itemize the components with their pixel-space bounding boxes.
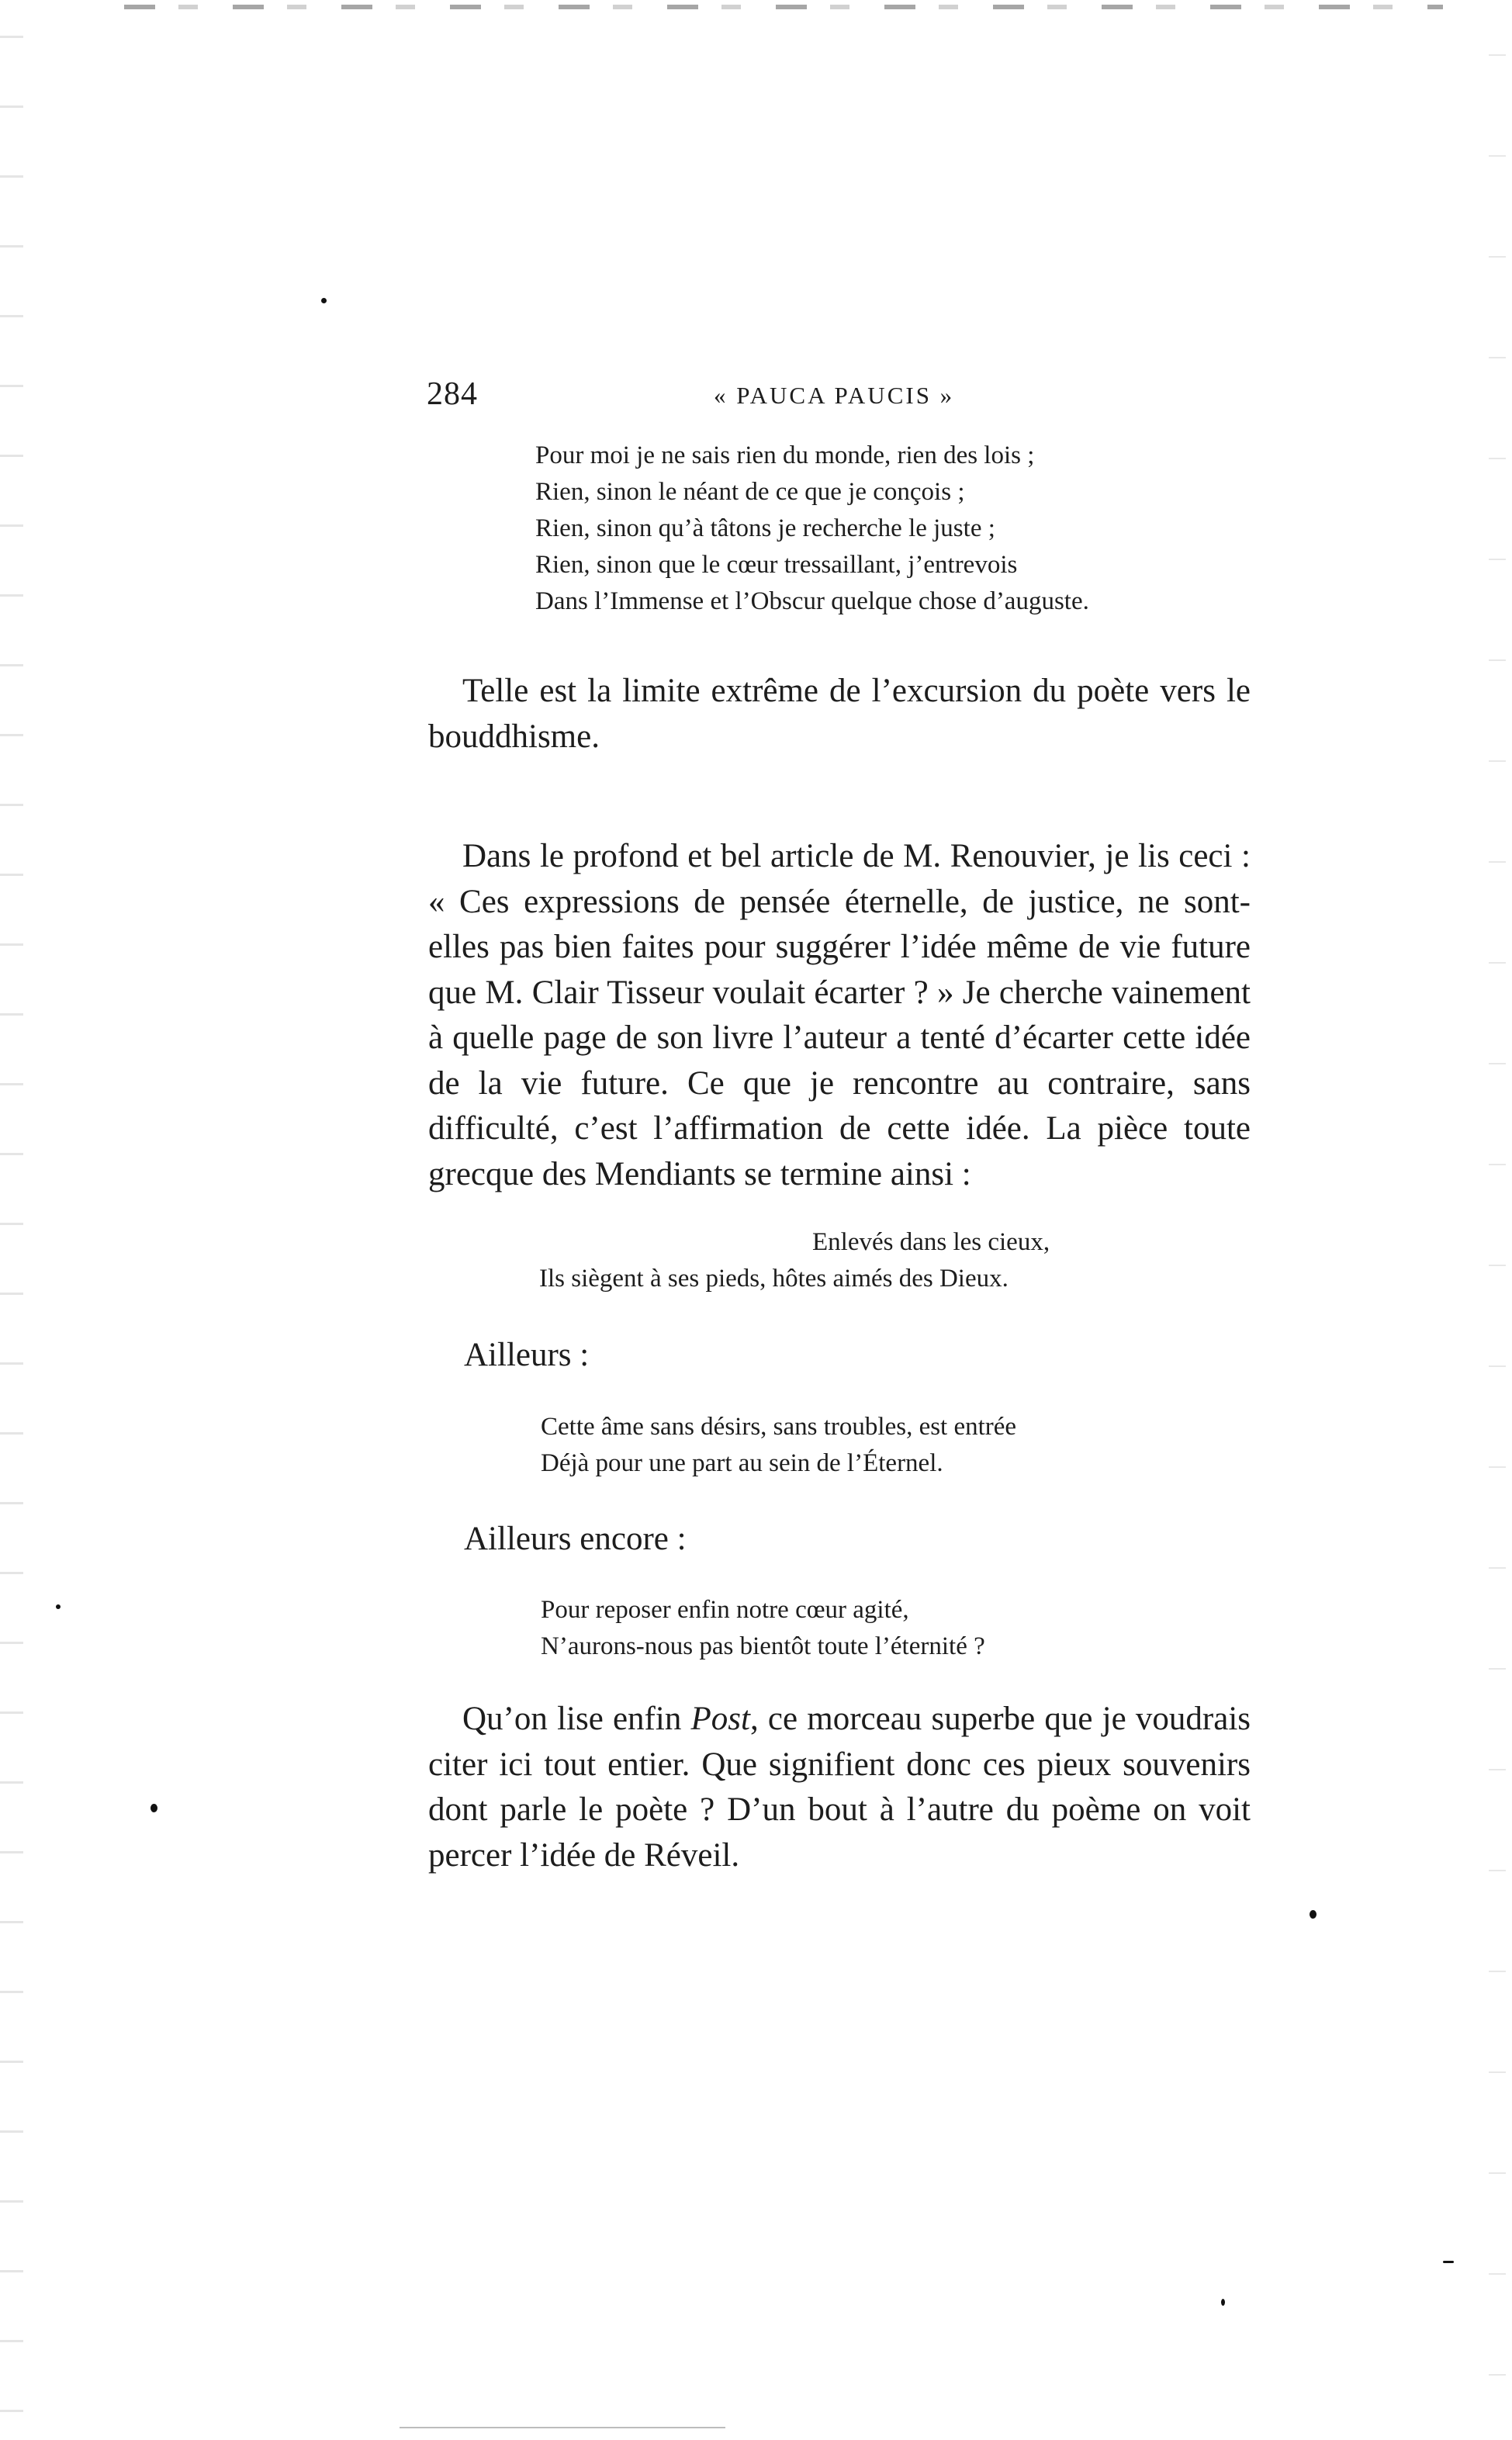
label-ailleurs: Ailleurs : (464, 1337, 590, 1373)
running-title: « PAUCA PAUCIS » (714, 382, 955, 409)
scan-speck (1310, 1910, 1317, 1919)
scan-speck (1443, 2261, 1454, 2263)
label-ailleurs-encore: Ailleurs encore : (464, 1521, 687, 1557)
verse-block-2 (539, 1224, 1050, 1297)
paragraph-3 (428, 1697, 1251, 1878)
verse-line: Dans l’Immense et l’Obscur quelque chose d’auguste. (535, 587, 1089, 615)
scan-bottom-rule (400, 2427, 725, 2428)
paragraph-3-start: Qu’on lise enfin (462, 1701, 691, 1737)
poem-title-post: Post (690, 1701, 750, 1737)
verse-line: Pour reposer enfin notre cœur agité, (541, 1596, 909, 1624)
verse-block-4 (541, 1592, 985, 1665)
running-head (427, 376, 1249, 422)
scan-speck (1221, 2299, 1225, 2306)
verse-block-1 (535, 438, 1089, 620)
scan-speck (321, 298, 327, 303)
verse-line: N’aurons-nous pas bientôt toute l’éternité ? (541, 1632, 985, 1660)
scan-speck (56, 1604, 61, 1609)
paragraph-3-end: , ce morceau superbe que je voudrais citer ici tout entier. Que signifient donc ces pieux souvenirs dont parle le poète ? D’un bout à l’autre du poème on voit percer l’idée de Réveil. (428, 1701, 1251, 1874)
page-number: 284 (427, 376, 478, 412)
verse-block-3 (541, 1409, 1016, 1482)
verse-line: Rien, sinon que le cœur tressaillant, j’entrevois (535, 551, 1018, 579)
verse-line: Déjà pour une part au sein de l’Éternel. (541, 1449, 943, 1477)
scan-edge-right (1489, 0, 1506, 2440)
paragraph-2: Dans le profond et bel article de M. Renouvier, je lis ceci : « Ces expressions de pensée éternelle, de justice, ne sont-elles pas bien faites pour suggérer l’idée même de vie future que M. Clair Tisseur voulait écarter ? » Je cherche vainement à quelle page de son livre l’auteur a tenté d’écarter cette idée de la vie future. Ce que je rencontre au contraire, sans difficulté, c’est l’affirmation de cette idée. La pièce toute grecque des Mendiants se termine ainsi : (428, 838, 1251, 1192)
verse-line: Enlevés dans les cieux, (812, 1228, 1050, 1256)
verse-line: Ils siègent à ses pieds, hôtes aimés des Dieux. (539, 1265, 1009, 1293)
scan-speck (151, 1804, 157, 1812)
verse-line: Rien, sinon le néant de ce que je conçois ; (535, 478, 965, 506)
verse-line: Cette âme sans désirs, sans troubles, est entrée (541, 1413, 1017, 1441)
verse-line: Rien, sinon qu’à tâtons je recherche le juste ; (535, 514, 995, 542)
scan-edge-top (124, 5, 1443, 9)
paragraph-1: Telle est la limite extrême de l’excursion du poète vers le bouddhisme. (428, 673, 1251, 755)
scan-edge-left (0, 0, 23, 2440)
verse-line: Pour moi je ne sais rien du monde, rien des lois ; (535, 441, 1035, 469)
